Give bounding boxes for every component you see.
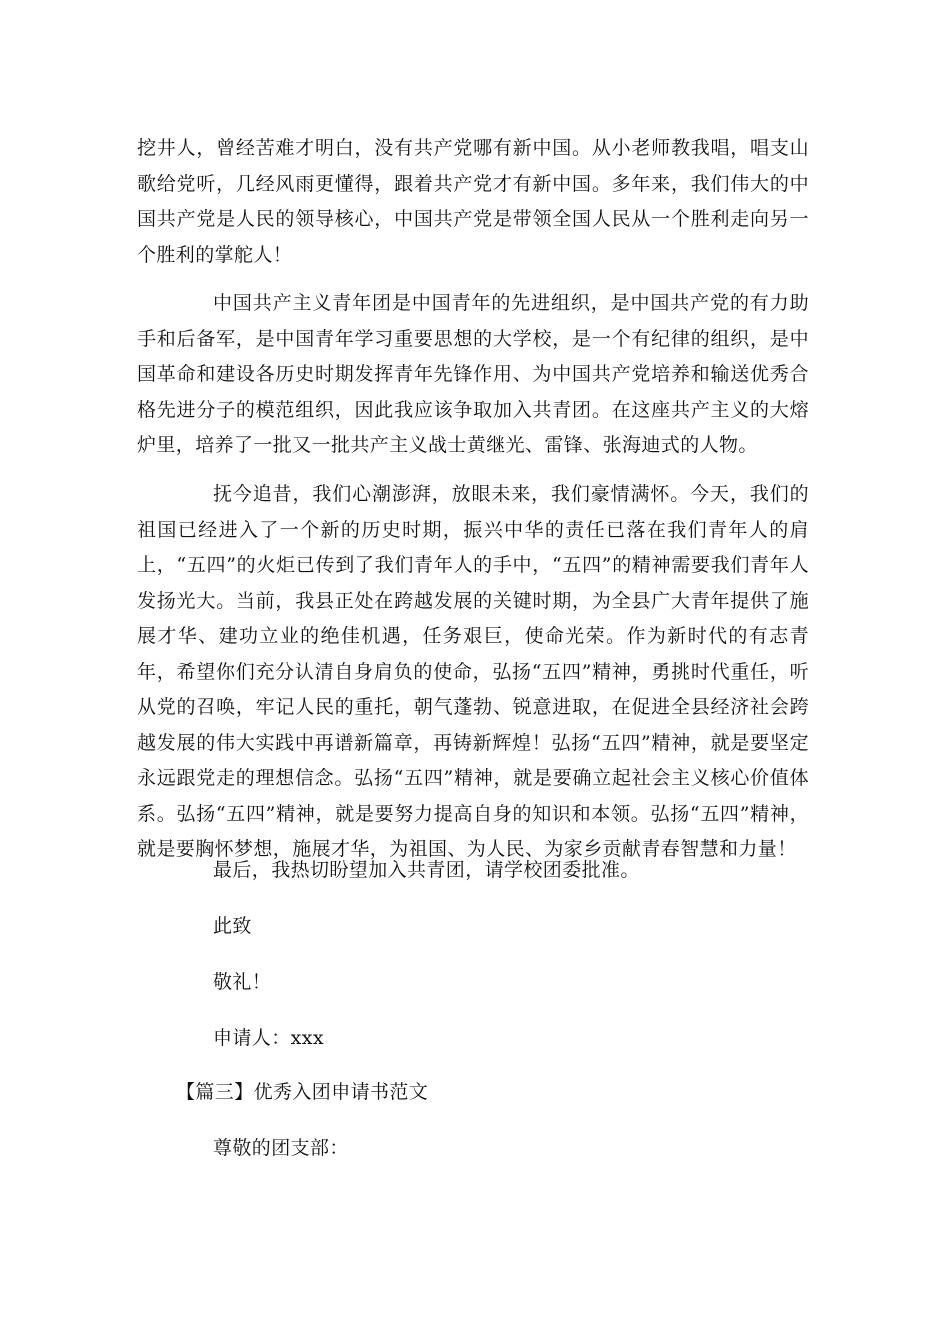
section-heading: 【篇三】优秀入团申请书范文 (176, 1081, 429, 1103)
paragraph-3: 抚今追昔，我们心潮澎湃，放眼未来，我们豪情满怀。今天，我们的祖国已经进入了一个新的历史时期，振兴中华的责任已落在我们青年人的肩上，“五四”的火炬已传到了我们青年人的手中，“五四”的精神需要我们青年人发扬光大。当前，我县正处在跨越发展的关键时期，为全县广大青年提供了施展才华、建功立业的绝佳机遇，任务艰巨，使命光荣。作为新时代的有志青年，希望你们充分认清自身肩负的使命，弘扬“五四”精神，勇挑时代重任，听从党的召唤，牢记人民的重托，朝气蓬勃、锐意进取，在促进全县经济社会跨越发展的伟大实践中再谱新篇章，再铸新辉煌！弘扬“五四”精神，就是要坚定永远跟党走的理想信念。弘扬“五四”精神，就是要确立起社会主义核心价值体系。弘扬“五四”精神，就是要努力提高自身的知识和本领。弘扬“五四”精神，就是要胸怀梦想，施展才华，为祖国、为人民、为家乡贡献青春智慧和力量！ (137, 483, 809, 860)
applicant-signature: 申请人：xxx (213, 1027, 324, 1049)
letter-zhici: 此致 (213, 915, 252, 937)
closing-sentence: 最后，我热切盼望加入共青团，请学校团委批准。 (213, 859, 640, 881)
letter-jingli: 敬礼！ (213, 971, 272, 993)
salutation: 尊敬的团支部： (213, 1137, 349, 1159)
paragraph-1: 挖井人，曾经苦难才明白，没有共产党哪有新中国。从小老师教我唱，唱支山歌给党听，几经风雨更懂得，跟着共产党才有新中国。多年来，我们伟大的中国共产党是人民的领导核心，中国共产党是带领全国人民从一个胜利走向另一个胜利的掌舵人！ (137, 137, 809, 266)
paragraph-2: 中国共产主义青年团是中国青年的先进组织，是中国共产党的有力助手和后备军，是中国青年学习重要思想的大学校，是一个有纪律的组织，是中国革命和建设各历史时期发挥青年先锋作用、为中国共产党培养和输送优秀合格先进分子的模范组织，因此我应该争取加入共青团。在这座共产主义的大熔炉里，培养了一批又一批共产主义战士黄继光、雷锋、张海迪式的人物。 (137, 292, 809, 456)
